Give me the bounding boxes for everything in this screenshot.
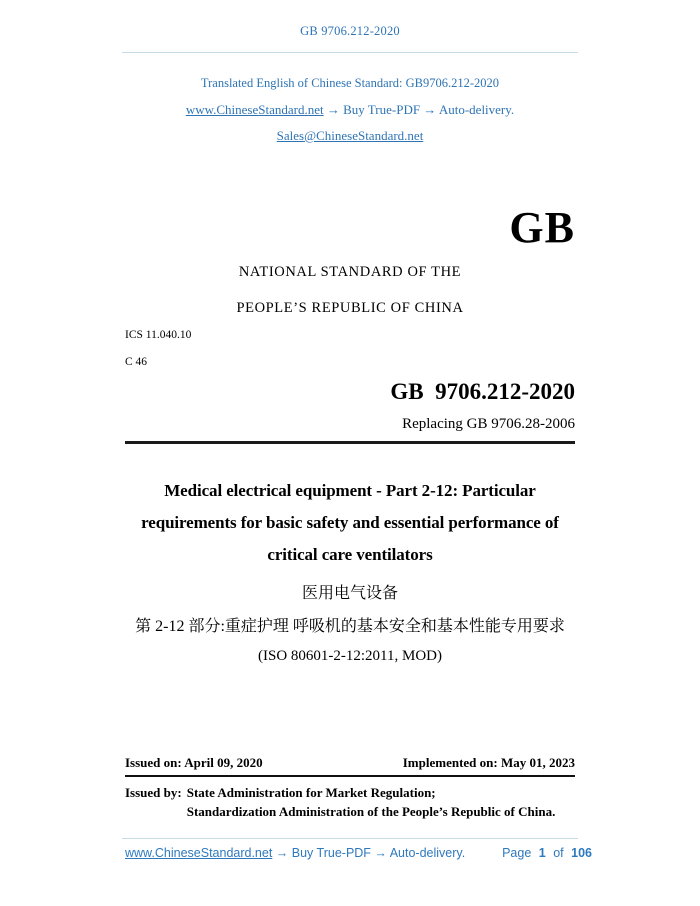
promo-chain-text: → Buy True-PDF → Auto-delivery.: [323, 102, 515, 117]
running-header-doc-code: GB 9706.212-2020: [300, 24, 400, 38]
issued-by-block: [125, 783, 590, 821]
title-english-line3: critical care ventilators: [267, 545, 433, 564]
issued-on-date: Issued on: April 09, 2020: [125, 755, 263, 770]
title-english-line1: Medical electrical equipment - Part 2-12: Particular: [164, 481, 536, 500]
title-chinese-line2: 第 2-12 部分:重症护理 呼吸机的基本安全和基本性能专用要求: [135, 618, 565, 635]
page-label: Page: [502, 846, 532, 860]
issuance-divider: [125, 775, 575, 777]
masthead-divider: [125, 441, 575, 444]
footer-website-link[interactable]: www.ChineseStandard.net: [125, 846, 273, 860]
issued-by-label: Issued by:: [125, 785, 182, 800]
standard-code: GB 9706.212-2020: [390, 379, 575, 404]
website-link[interactable]: www.ChineseStandard.net: [185, 102, 324, 117]
issuer-line2: Standardization Administration of the People’s Republic of China.: [186, 804, 556, 819]
national-standard-line2: PEOPLE’S REPUBLIC OF CHINA: [236, 300, 464, 316]
of-label: of: [553, 846, 564, 860]
classification-code: C 46: [125, 356, 148, 368]
title-chinese-line1: 医用电气设备: [301, 585, 398, 602]
header-divider: [122, 52, 578, 53]
issuer-names: [187, 783, 556, 821]
gb-logo: GB: [509, 203, 575, 252]
footer-chain-text: → Buy True-PDF → Auto-delivery.: [272, 846, 466, 860]
footer-links-line: [125, 846, 465, 860]
title-english-line2: requirements for basic safety and essential performance of: [141, 513, 559, 532]
email-link[interactable]: Sales@ChineseStandard.net: [276, 128, 424, 143]
iso-reference: (ISO 80601-2-12:2011, MOD): [257, 648, 442, 664]
page-current: 1: [538, 846, 546, 860]
footer: [125, 846, 592, 860]
promo-email-line: [0, 128, 700, 144]
replacing-note: Replacing GB 9706.28-2006: [402, 416, 575, 432]
ics-code: ICS 11.040.10: [125, 329, 192, 341]
promo-links-line: [0, 102, 700, 118]
page-indicator: [502, 846, 592, 860]
national-standard-line1: NATIONAL STANDARD OF THE: [238, 264, 462, 280]
implemented-on-date: Implemented on: May 01, 2023: [402, 755, 575, 770]
issuer-line1: State Administration for Market Regulation;: [186, 785, 436, 800]
page-total: 106: [571, 846, 592, 860]
footer-divider: [122, 838, 578, 839]
translation-heading: Translated English of Chinese Standard: GB9706.212-2020: [200, 76, 500, 90]
issuance-dates-row: [125, 755, 575, 771]
